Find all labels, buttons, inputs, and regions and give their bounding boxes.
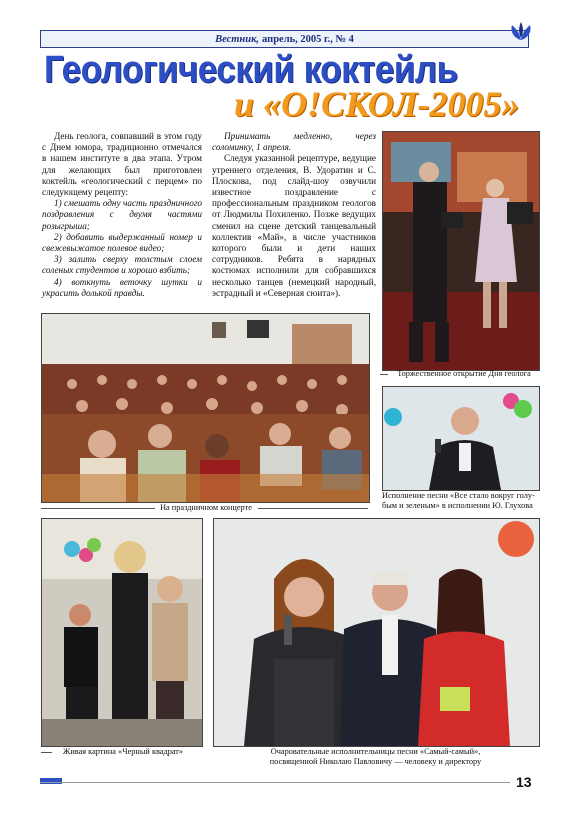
magazine-name: Вестник,: [215, 33, 260, 45]
recipe-step: 2) добавить выдержанный номер и свежевыжатое полевое видео;: [42, 231, 202, 254]
caption-dance: Живая картина «Черный квадрат»: [62, 747, 184, 756]
recipe-step: 4) воткнуть веточку шутки и украсить долькой правды.: [42, 276, 202, 298]
photo-singer: [382, 386, 540, 491]
footer-rule: [40, 782, 510, 783]
recipe-usage: Принимать медленно, через соломинку, 1 апреля.: [212, 131, 376, 153]
photo-opening: [382, 131, 540, 371]
issue-date: апрель, 2005 г., № 4: [262, 33, 354, 45]
photo-concert: [41, 313, 370, 503]
photo-dance: [41, 518, 203, 747]
caption-song-line2: бым и зеленым» в исполнении Ю. Глухова: [382, 501, 533, 510]
paragraph: Следуя указанной рецептуре, ведущие утреннего отделения, В. Удоратин и С. Плоскова, под слайд-шоу озвучили известное поздравление с профессиональным праздником геологов от Людмилы Похиленко. Позже ведущих сменил на сцене детский танцевальный коллектив «Май», в числе участников которого были и дети наших сотрудников. Ребята в нарядных костюмах исполнили для собравшихся несколько танцев (немецкий народный, эстрадный и «Северная сюита»).: [212, 153, 376, 298]
issue-header: [40, 30, 529, 48]
recipe-step: 1) смешать одну часть праздничного поздравления с двумя частями розыгрыша;: [42, 198, 202, 231]
caption-performers: [213, 747, 538, 767]
article-title-line1: Геологический коктейль: [44, 49, 458, 91]
caption-song: [382, 491, 542, 511]
page-number: 13: [516, 774, 532, 790]
caption-song-line1: Исполнение песни «Все стало вокруг голу-: [382, 491, 535, 500]
recipe-step: 3) залить сверху толстым слоем соленых студентов и хорошо взбить;: [42, 254, 202, 276]
footer-accent: [40, 778, 62, 784]
caption-performers-line2: посвященной Николаю Павловичу — человеку и директору: [269, 757, 482, 766]
caption-performers-line1: Очаровательные исполнительницы песни «Самый-самый»,: [270, 747, 481, 756]
leaf-logo-icon: [508, 20, 534, 42]
article-title-line2: и «О!СКОЛ-2005»: [234, 84, 520, 124]
caption-concert: На праздничном концерте: [160, 503, 252, 512]
paragraph: День геолога, совпавший в этом году с Днем юмора, традиционно отмечался в нашем институте в два этапа. Утром для желающих был приготовлен коктейль «геологический с перцем» по следующему рецепту:: [42, 131, 202, 198]
article-column-1: [42, 131, 202, 299]
caption-opening: Торжественное открытие Дня геолога: [397, 369, 531, 378]
photo-performers: [213, 518, 540, 747]
article-column-2: [212, 131, 376, 299]
